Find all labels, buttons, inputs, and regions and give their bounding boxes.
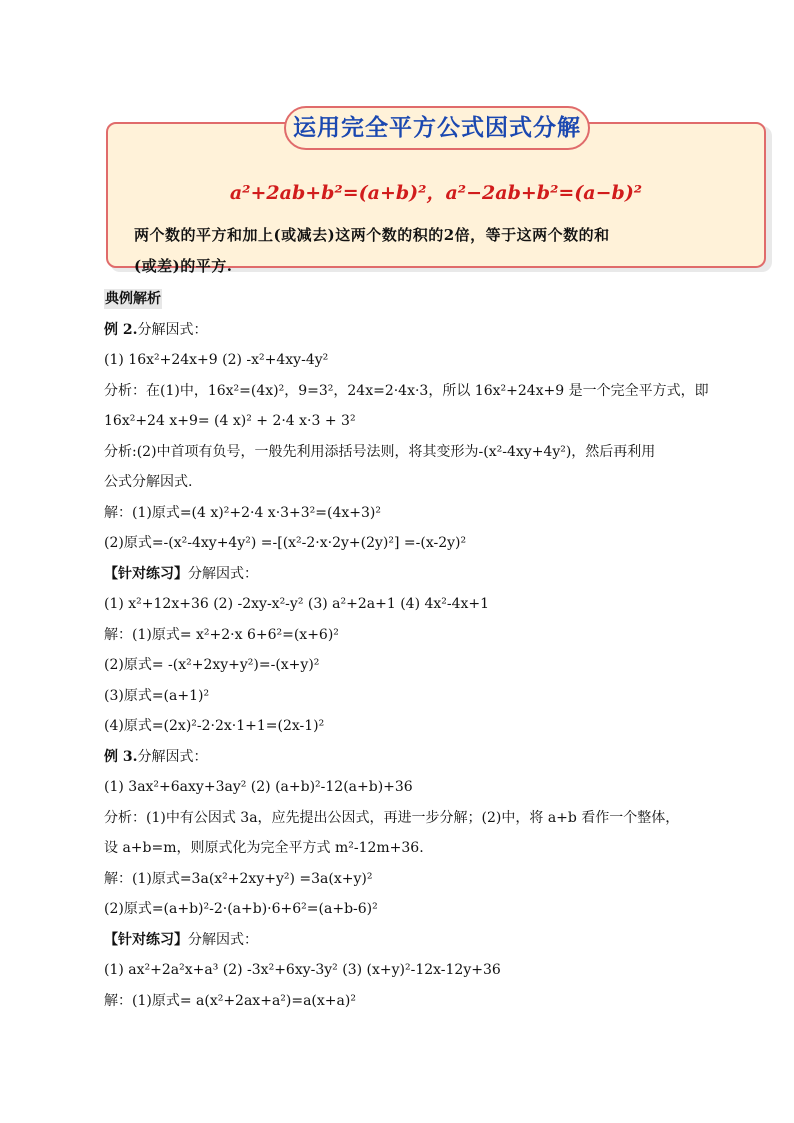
text-line-14: (3)原式=(a+1)² [104, 687, 210, 704]
text-line-11: (1) x²+12x+36 (2) -2xy-x²-y² (3) a²+2a+1 (4) 4x²-4x+1 [104, 596, 490, 612]
text-line-7: 公式分解因式. [104, 474, 193, 490]
text-line-17: (1) 3ax²+6axy+3ay² (2) (a+b)²-12(a+b)+36 [104, 779, 413, 795]
text-line-13: (2)原式= -(x²+2xy+y²)=-(x+y)² [104, 657, 320, 673]
text-line-3: (1) 16x²+24x+9 (2) -x²+4xy-4y² [104, 352, 329, 368]
text-line-20: 解：(1)原式=3a(x²+2xy+y²) =3a(x+y)² [104, 870, 373, 887]
text-line-4: 分析：在(1)中，16x²=(4x)²，9=3²，24x=2·4x·3，所以 16x²+24x+9 是一个完全平方式，即 [104, 382, 709, 399]
text-line-16: 例 3.分解因式： [104, 748, 208, 765]
text-line-2: 例 2.分解因式： [104, 321, 208, 338]
formula: a²+2ab+b²=(a+b)²，a²−2ab+b²=(a−b)² [229, 182, 643, 204]
document-body [104, 284, 744, 1016]
text-line-24: 解：(1)原式= a(x²+2ax+a²)=a(x+a)² [104, 992, 356, 1009]
text-line-10: 【针对练习】分解因式： [104, 565, 258, 582]
summary-box [104, 104, 772, 274]
text-line-9: (2)原式=-(x²-4xy+4y²) =-[(x²-2·x·2y+(2y)²] =-(x-2y)² [104, 535, 467, 551]
box-text-line-1: 两个数的平方和加上(或减去)这两个数的积的2倍，等于这两个数的和 [134, 226, 610, 244]
text-line-21: (2)原式=(a+b)²-2·(a+b)·6+6²=(a+b-6)² [104, 901, 378, 917]
section-header: 典例解析 [105, 291, 161, 307]
text-line-23: (1) ax²+2a²x+a³ (2) -3x²+6xy-3y² (3) (x+y)²-12x-12y+36 [104, 962, 501, 978]
text-line-19: 设 a+b=m，则原式化为完全平方式 m²-12m+36. [104, 840, 424, 856]
text-line-8: 解：(1)原式=(4 x)²+2·4 x·3+3²=(4x+3)² [104, 504, 382, 521]
text-line-12: 解：(1)原式= x²+2·x 6+6²=(x+6)² [104, 626, 339, 643]
section-title: 运用完全平方公式因式分解 [284, 106, 590, 150]
text-line-6: 分析:(2)中首项有负号，一般先利用添括号法则，将其变形为-(x²-4xy+4y²)，然后再利用 [104, 443, 656, 460]
text-line-5: 16x²+24 x+9= (4 x)² + 2·4 x·3 + 3² [104, 413, 356, 429]
text-line-22: 【针对练习】分解因式： [104, 931, 258, 948]
box-description [134, 220, 754, 282]
text-line-15: (4)原式=(2x)²-2·2x·1+1=(2x-1)² [104, 718, 325, 734]
box-text-line-2: (或差)的平方. [134, 257, 233, 275]
text-line-18: 分析：(1)中有公因式 3a，应先提出公因式，再进一步分解；(2)中，将 a+b 看作一个整体， [104, 809, 680, 826]
text-line-1 [104, 284, 744, 315]
